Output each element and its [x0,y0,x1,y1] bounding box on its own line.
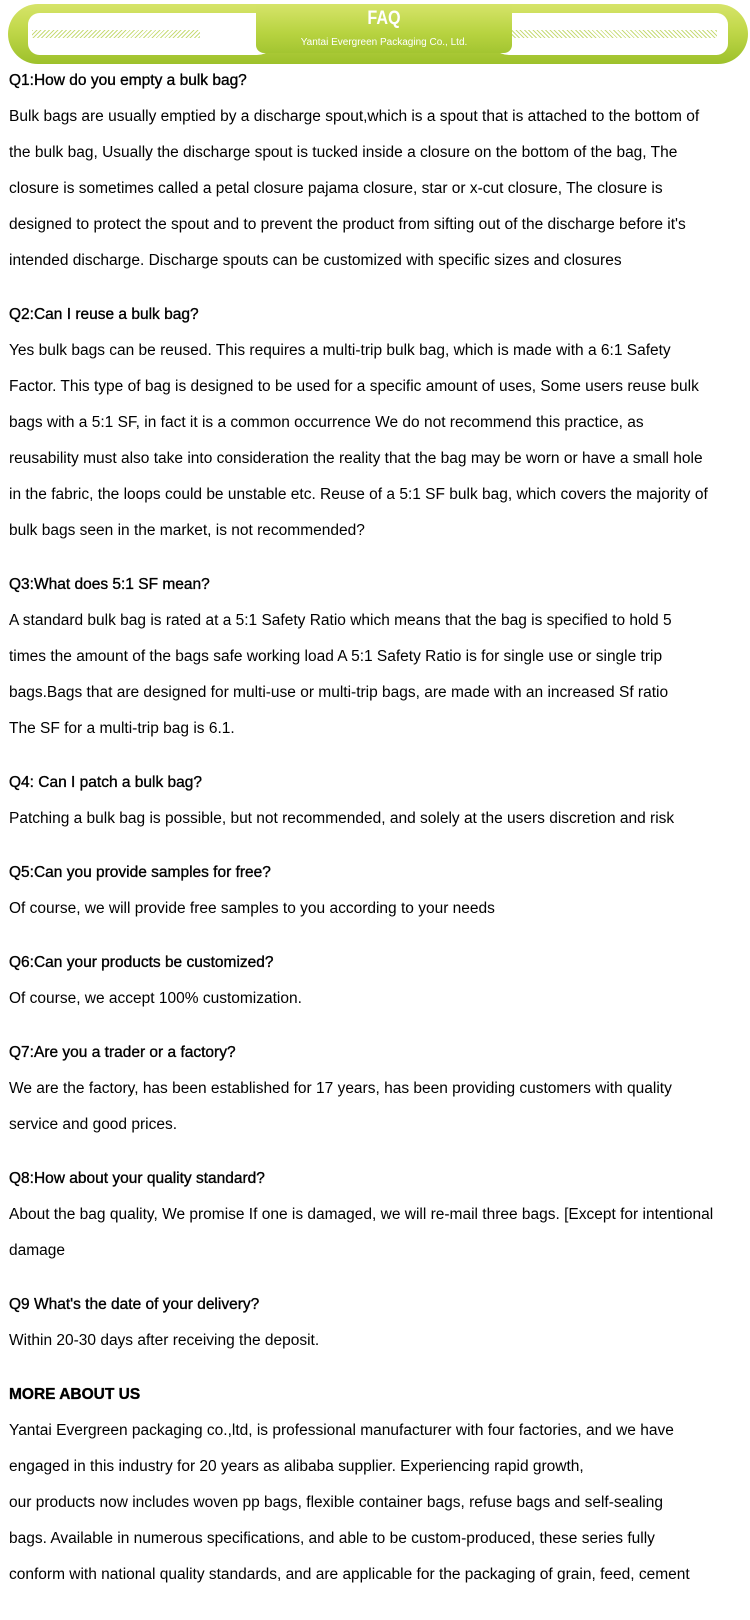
faq-question: Q9 What's the date of your delivery? [9,1296,260,1313]
answer-line: We are the factory, has been established for 17 years, has been providing customers with quality [9,1080,672,1097]
faq-item-8 [9,1170,750,1278]
answer-line: reusability must also take into consideration the reality that the bag may be worn or have a small hole [9,450,703,467]
faq-question: Q3:What does 5:1 SF mean? [9,576,210,593]
faq-item-2 [9,306,750,558]
answer-line: Within 20-30 days after receiving the deposit. [9,1332,320,1349]
faq-answer [9,792,750,846]
faq-answer [9,1062,750,1152]
banner-title: FAQ [367,8,401,29]
answer-line: Yes bulk bags can be reused. This requires a multi-trip bulk bag, which is made with a 6:1 Safety [9,342,671,359]
answer-line: A standard bulk bag is rated at a 5:1 Safety Ratio which means that the bag is specified to hold 5 [9,612,672,629]
about-line: Yantai Evergreen packaging co.,ltd, is professional manufacturer with four factories, and we have [9,1422,674,1439]
answer-line: Bulk bags are usually emptied by a discharge spout,which is a spout that is attached to the bottom of [9,108,700,125]
faq-banner [8,4,748,64]
answer-line: times the amount of the bags safe working load A 5:1 Safety Ratio is for single use or single trip [9,648,663,665]
answer-line: Patching a bulk bag is possible, but not recommended, and solely at the users discretion and risk [9,810,675,827]
decorative-stripes-left [32,30,200,38]
answer-line: Of course, we accept 100% customization. [9,990,302,1007]
answer-line: the bulk bag, Usually the discharge spout is tucked inside a closure on the bottom of the bag, The [9,144,678,161]
about-title: MORE ABOUT US [9,1386,141,1403]
answer-line: The SF for a multi-trip bag is 6.1. [9,720,235,737]
faq-question: Q2:Can I reuse a bulk bag? [9,306,199,323]
about-line: engaged in this industry for 20 years as alibaba supplier. Experiencing rapid growth, [9,1458,584,1475]
banner-subtitle: Yantai Evergreen Packaging Co., Ltd. [300,37,468,48]
banner-left-panel [28,13,278,55]
faq-item-6 [9,954,750,1026]
about-line: bags. Available in numerous specifications, and able to be custom-produced, these series fully [9,1530,655,1547]
faq-item-5 [9,864,750,936]
answer-line: Of course, we will provide free samples to you according to your needs [9,900,495,917]
faq-question: Q6:Can your products be customized? [9,954,274,971]
answer-line: bags with a 5:1 SF, in fact it is a common occurrence We do not recommend this practice, as [9,414,644,431]
faq-item-7 [9,1044,750,1152]
faq-answer [9,1188,750,1278]
answer-line: bulk bags seen in the market, is not recommended? [9,522,365,539]
answer-line: intended discharge. Discharge spouts can be customized with specific sizes and closures [9,252,622,269]
answer-line: in the fabric, the loops could be unstable etc. Reuse of a 5:1 SF bulk bag, which covers the majority of [9,486,708,503]
faq-answer [9,882,750,936]
faq-question: Q7:Are you a trader or a factory? [9,1044,236,1061]
faq-answer [9,972,750,1026]
about-section [9,1386,750,1602]
answer-line: designed to protect the spout and to prevent the product from sifting out of the discharge before it's [9,216,686,233]
answer-line: damage [9,1242,66,1259]
faq-question: Q5:Can you provide samples for free? [9,864,271,881]
about-text [9,1404,750,1602]
answer-line: closure is sometimes called a petal closure pajama closure, star or x-cut closure, The closure is [9,180,663,197]
banner-right-panel [488,13,728,55]
faq-question: Q4: Can I patch a bulk bag? [9,774,203,791]
about-line: conform with national quality standards, and are applicable for the packaging of grain, feed, cement [9,1566,690,1583]
faq-item-1 [9,72,750,288]
faq-item-4 [9,774,750,846]
answer-line: bags.Bags that are designed for multi-use or multi-trip bags, are made with an increased Sf ratio [9,684,669,701]
banner-title-tab [256,4,512,53]
answer-line: About the bag quality, We promise If one is damaged, we will re-mail three bags. [Except for intentional [9,1206,714,1223]
about-line: our products now includes woven pp bags, flexible container bags, refuse bags and self-sealing [9,1494,663,1511]
answer-line: Factor. This type of bag is designed to be used for a specific amount of uses, Some users reuse bulk [9,378,699,395]
faq-answer [9,1314,750,1368]
faq-content [9,72,750,1620]
faq-item-3 [9,576,750,756]
faq-answer [9,324,750,558]
faq-answer [9,90,750,288]
faq-question: Q1:How do you empty a bulk bag? [9,72,247,89]
answer-line: service and good prices. [9,1116,178,1133]
faq-answer [9,594,750,756]
faq-question: Q8:How about your quality standard? [9,1170,265,1187]
faq-item-9 [9,1296,750,1368]
decorative-stripes-right [502,30,717,38]
